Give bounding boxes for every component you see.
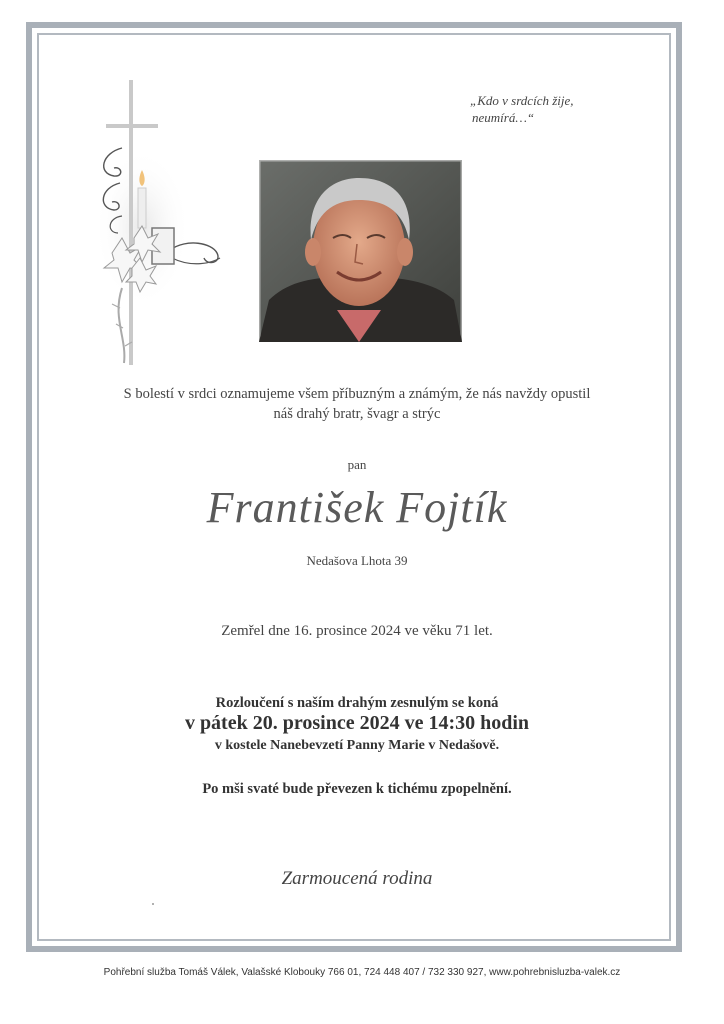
motto-quote — [470, 92, 610, 126]
intro-line-1: S bolestí v srdci oznamujeme všem příbuzným a známým, že nás navždy opustil — [123, 386, 591, 402]
cremation-notice: Po mši svaté bude převezen k tichému zpopelnění. — [202, 781, 512, 797]
portrait-photo — [259, 160, 462, 342]
family-signature: Zarmoucená rodina — [281, 868, 433, 889]
intro-line-2: náš drahý bratr, švagr a strýc — [273, 406, 441, 422]
motto-line-1: „Kdo v srdcích žije, — [470, 93, 574, 108]
stray-dot — [152, 903, 154, 905]
funeral-service-footer: Pohřební služba Tomáš Válek, Valašské Klobouky 766 01, 724 448 407 / 732 330 927, www.pohrebnisluzba-valek.cz — [103, 967, 621, 978]
farewell-line-1: Rozloučení s naším drahým zesnulým se koná — [215, 695, 499, 711]
announcement-intro — [80, 384, 634, 424]
deceased-address: Nedašova Lhota 39 — [306, 553, 408, 568]
motto-line-2: neumírá…“ — [472, 110, 535, 125]
salutation: pan — [347, 457, 367, 472]
farewell-date: v pátek 20. prosince 2024 ve 14:30 hodin — [184, 712, 530, 734]
deceased-name: František Fojtík — [206, 483, 508, 532]
farewell-location: v kostele Nanebevzetí Panny Marie v Nedašově. — [214, 738, 500, 753]
death-notice: Zemřel dne 16. prosince 2024 ve věku 71 let. — [221, 623, 493, 639]
cross-with-lilies-icon — [92, 78, 232, 373]
